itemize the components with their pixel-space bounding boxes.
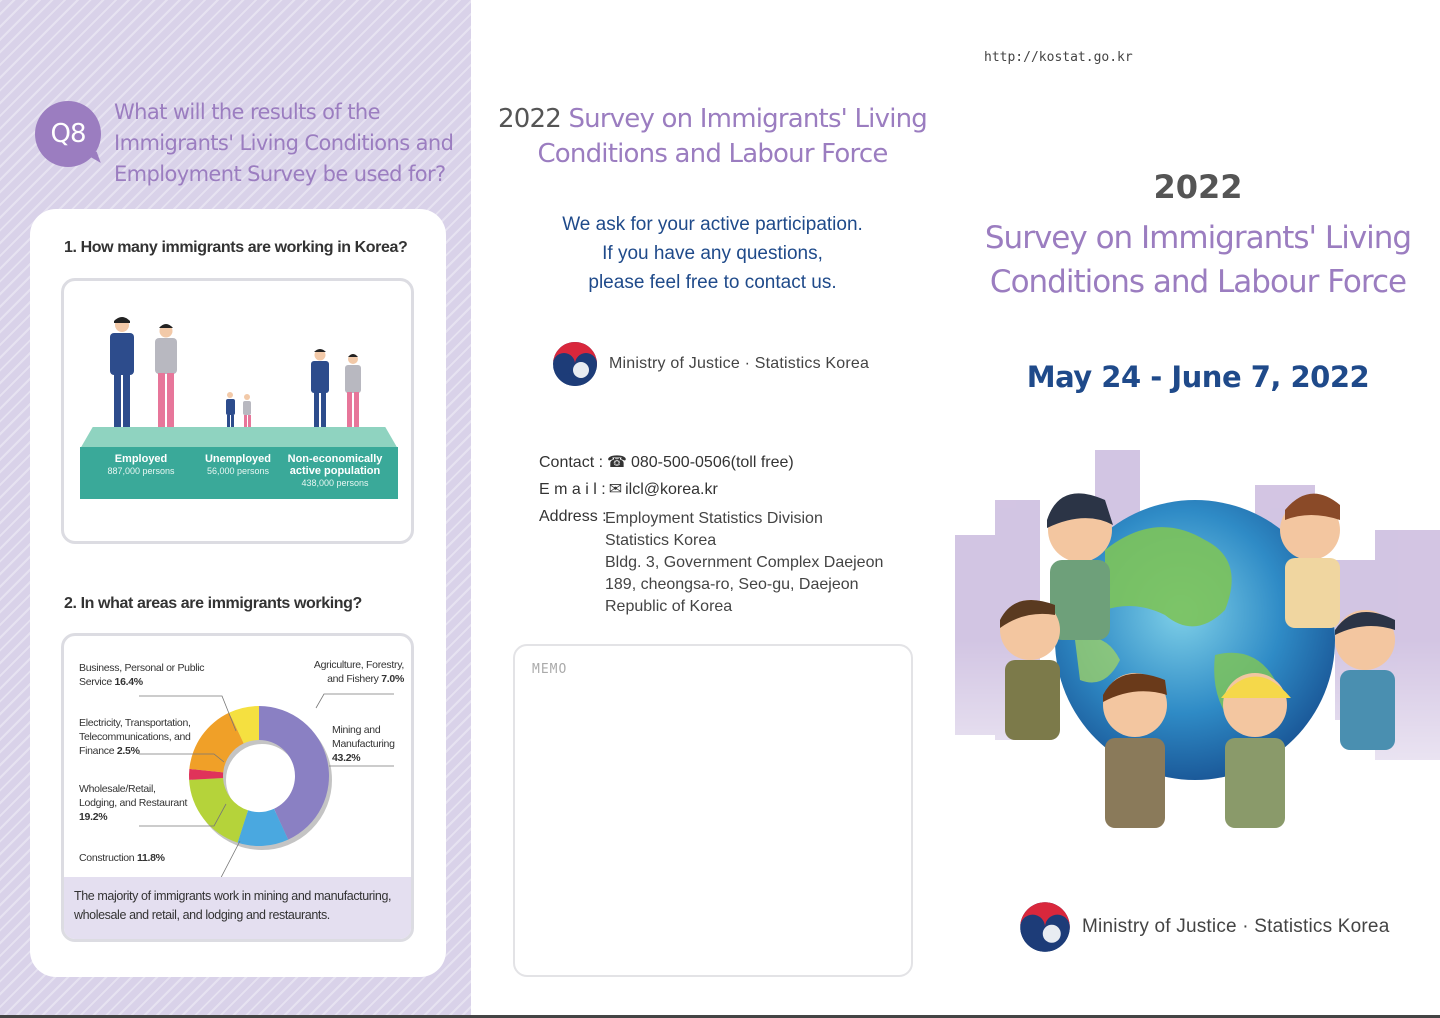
label-business-text: Business, Personal or Public Service (79, 662, 205, 688)
label-mining (332, 723, 404, 765)
inactive-label-group (282, 453, 388, 489)
label-wholesale-text: Wholesale/Retail, Lodging, and Restaurant (79, 783, 188, 809)
address-line-3: Bldg. 3, Government Complex Daejeon (605, 554, 884, 571)
section1-heading: 1. How many immigrants are working in Korea? (64, 239, 408, 256)
section2-heading: 2. In what areas are immigrants working? (64, 595, 362, 612)
workers-figure-box (61, 278, 414, 544)
middle-logo (551, 340, 869, 388)
unemployed-label: Unemployed (204, 453, 271, 465)
label-business (79, 661, 219, 689)
address-line-4: 189, cheongsa-ro, Seo-gu, Daejeon (605, 576, 859, 593)
mail-icon: ✉ (608, 481, 623, 498)
label-mining-text: Mining and Manufacturing (332, 724, 395, 750)
korea-gov-emblem-icon (551, 340, 599, 388)
ask-line-3: please feel free to contact us. (588, 272, 837, 293)
cover-logo (1018, 900, 1389, 954)
contact-key: Contact : (539, 454, 604, 471)
employed-people-illustration (94, 315, 194, 437)
employed-label-group (88, 453, 194, 477)
label-construction-pct: 11.8% (136, 852, 165, 864)
unemployed-value: 56,000 persons (206, 466, 270, 476)
label-mining-pct: 43.2% (332, 752, 361, 764)
donut-slice-2 (189, 778, 248, 843)
inactive-label: Non-economically active population (287, 453, 383, 477)
industry-chart-box (61, 633, 414, 942)
label-electric (79, 716, 199, 758)
survey-dates: May 24 - June 7, 2022 (1026, 360, 1370, 394)
contact-phone[interactable]: 080-500-0506(toll free) (630, 454, 794, 471)
chart-note: The majority of immigrants work in mining and manufacturing, wholesale and retail, and lodging and restaurants. (64, 877, 411, 939)
contact-email[interactable]: ilcl@korea.kr (625, 481, 718, 498)
cover-title: Survey on Immigrants' Living Conditions and Labour Force (984, 220, 1412, 300)
contact-email-row (539, 479, 919, 501)
label-wholesale-pct: 19.2% (79, 811, 108, 823)
cover-logo-text: Ministry of Justice · Statistics Korea (1082, 916, 1390, 937)
question-text: What will the results of the Immigrants' Living Conditions and Employment Survey be used for? (114, 100, 454, 186)
label-construction-text: Construction (79, 852, 135, 864)
address-key: Address : (539, 508, 607, 525)
participation-message (490, 210, 935, 297)
ask-line-1: We ask for your active participation. (562, 214, 863, 235)
website-url[interactable]: http://kostat.go.kr (984, 50, 1133, 65)
leader-line-1 (316, 694, 394, 708)
middle-logo-text: Ministry of Justice · Statistics Korea (609, 355, 870, 372)
label-construction (79, 851, 199, 865)
label-wholesale (79, 782, 194, 824)
label-electric-text: Electricity, Transportation, Telecommunications, and Finance (79, 717, 191, 757)
employed-label: Employed (114, 453, 168, 465)
label-electric-pct: 2.5% (116, 745, 140, 757)
memo-box[interactable] (513, 644, 913, 977)
memo-label: MEMO (532, 662, 568, 677)
phone-icon: ☎ (607, 454, 627, 471)
inactive-people-illustration (300, 347, 372, 439)
label-agri-pct: 7.0% (381, 673, 404, 685)
cover-year: 2022 (1153, 168, 1243, 206)
label-agri-text: Agriculture, Forestry, and Fishery (313, 659, 404, 685)
middle-title-year: 2022 (498, 104, 561, 134)
question-badge: Q8 (35, 101, 101, 167)
address-line-1: Employment Statistics Division (605, 510, 823, 527)
label-business-pct: 16.4% (114, 676, 143, 688)
unemployed-label-group (185, 453, 291, 477)
address-line-5: Republic of Korea (605, 598, 733, 615)
contact-phone-row (539, 452, 919, 474)
middle-title (490, 102, 935, 172)
inactive-value: 438,000 persons (301, 478, 369, 488)
platform-top (80, 427, 398, 449)
korea-gov-emblem-icon (1018, 900, 1072, 954)
employed-value: 887,000 persons (107, 466, 175, 476)
globe-children-illustration (955, 440, 1440, 870)
email-key: E m a i l : (539, 481, 606, 498)
address-lines (605, 508, 883, 618)
label-agri (296, 658, 404, 686)
middle-title-rest: Survey on Immigrants' Living Conditions and Labour Force (537, 104, 927, 169)
ask-line-2: If you have any questions, (602, 243, 823, 264)
address-line-2: Statistics Korea (605, 532, 717, 549)
